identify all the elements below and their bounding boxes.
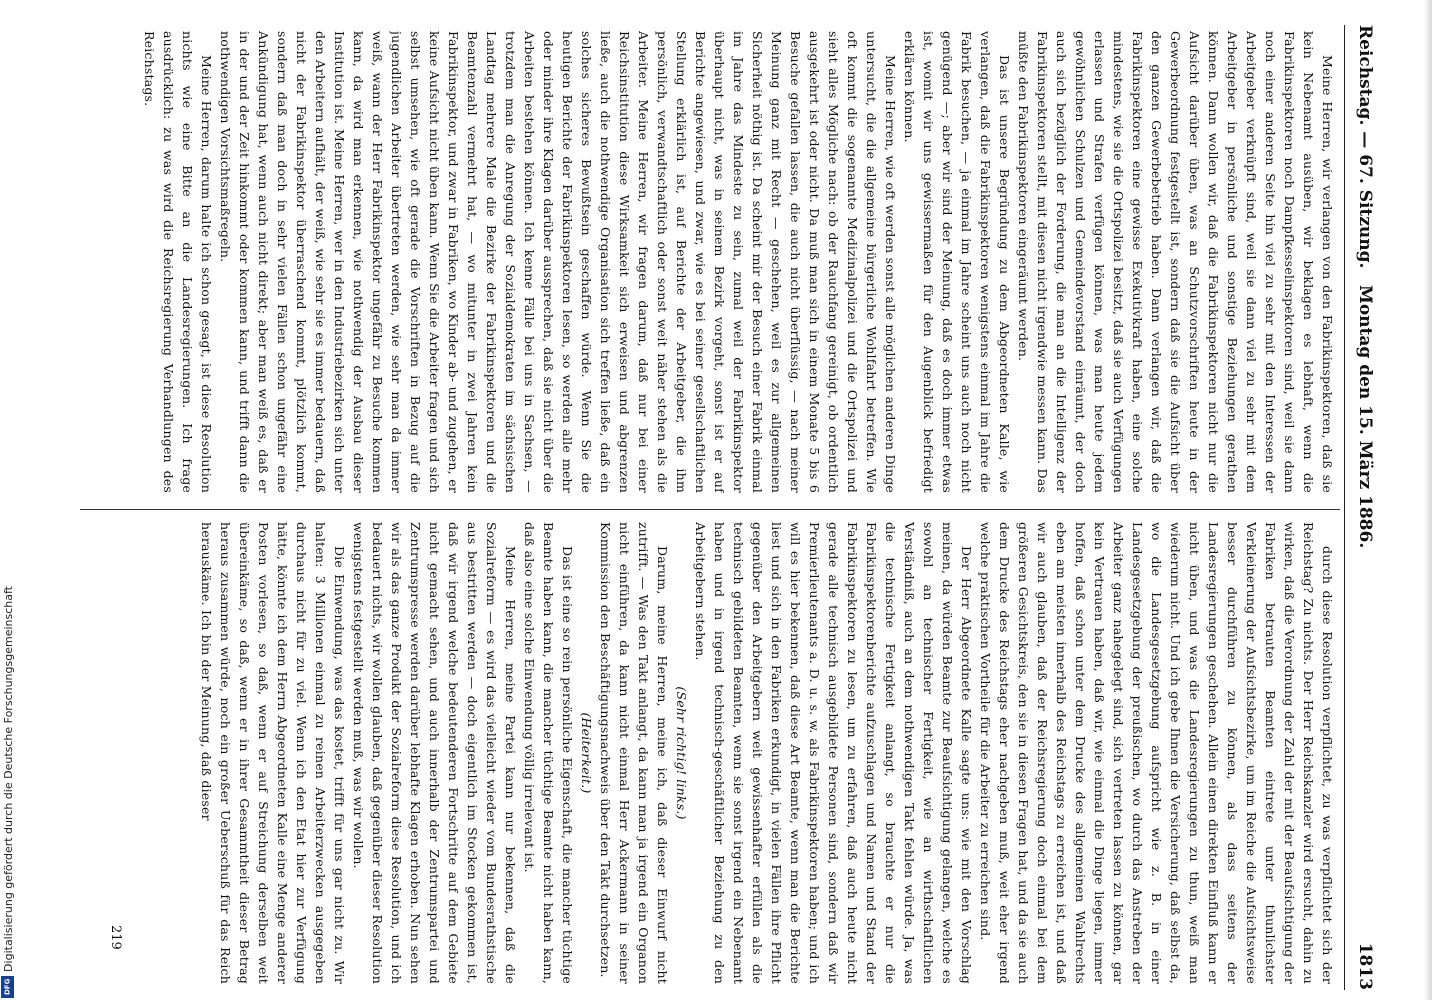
header-page-number: 1813 (1355, 942, 1375, 990)
interjection: (Heiterkeit.) (579, 712, 594, 794)
dfg-logo: DFG (1, 976, 14, 998)
column-divider (80, 509, 1340, 510)
header-session: Reichstag. — 67. Sitzung. (1355, 25, 1375, 269)
paragraph: Meine Herren, wie oft werden sonst alle möglichen anderen Dinge untersucht, die die allgemeine bürgerliche Wohlfahrt betreffen. Wie oft kommt die sogenannte Medizinalpolizei und die Ortspolizei und sieht alles Mögliche nach: ob der Rauchfang gereinigt, ob ordentlich ausgekehrt ist oder nicht. Da muß man sich in einem Monate 5 bis 6 Besuche gefallen lassen, die auch nicht überflüssig, — nach meiner Meinung ganz mit Recht — geschehen, weil es zur allgemeinen Sicherheit nöthig ist. Da scheint mir der Besuch einer Fabrik einmal im Jahre das Mindeste zu sein, zumal weil der Fabrikinspektor überhaupt nicht, was in seinem Bezirk vorgeht, sonst ist er auf Berichte angewiesen, und zwar, wie es bei seiner gesellschaftlichen Stellung erklärlich ist, auf Berichte der Arbeitgeber, die ihm persönlich, verwandtschaftlich oder sonst weit näher stehen als die Arbeiter. Meine Herren, wir fragen darum, daß nur bei einer Reichsinstitution diese Wirksamkeit sich erweisen und abgrenzen ließe, auch die nothwendige Organisation sich treffen ließe, daß ein solches sicheres Bewußtsein geschaffen würde. Wenn Sie die heutigen Berichte der Fabrikinspektoren lesen, so werden alle mehr oder minder ihre Klagen darüber aussprechen, daß sie nicht über die Arbeiten bestehen können. Ich kenne Fälle bei uns in Sachsen, — trotzdem man die Anregung der Sozialdemokraten im sächsischen Landtag mehrere Male die Bezirke der Fabrikinspektoren und die Beamtenzahl vermehrt hat, — wo mitunter in zwei Jahren kein Fabrikinspektor, und zwar in Fabriken, wo Kinder ab- und zugehen, er keine Aufsicht nicht üben kann. Wenn Sie die Arbeiter fragen und sich selbst umsehen, wie oft gerade die Vorschriften in Bezug auf die jugendlichen Arbeiter übertreten werden, wie sehr man da immer weiß, wann der Herr Fabrikinspektor ungefähr zu Besuche kommen kann, da wird man erkennen, wie nothwendig der Ausbau dieser Institution ist. Meine Herren, wer in den Industriebezirken sich unter den Arbeitern aufhält, der weiß, wie sehr sie es immer bedauern, daß nicht der Fabrikinspektor überraschend kommt, plötzlich kommt, sondern daß man doch in sehr vielen Fällen schon ungefähr eine Ankündigung hat, wenn auch nicht direkt; aber man weiß es, daß er in der und der Zeit hinkommt oder kommen kann, und trifft dann die nothwendigen Vorsichtsmaßregeln. (218, 31, 898, 493)
scanned-newspaper-page (75, 25, 1385, 990)
digitization-strip (0, 586, 16, 1000)
right-column (87, 522, 1337, 984)
page-header (1344, 25, 1375, 990)
paragraph: Meine Herren, darum halte ich schon gesagt, ist diese Resolution nichts wie eine Bitte an die Landesregierungen. Ich frage ausdrücklich: zu was wird die Reichsregierung Verhandlungen des Reichstags. (142, 31, 214, 493)
interjection: (Sehr richtig! links.) (674, 686, 689, 820)
paragraph: Das ist unsere Begründung zu dem Abgeordneten Kalle, wie verlangen, daß die Fabrikinspektoren wenigstens einmal im Jahre die Fabrik besuchen, — ja einmal im Jahre scheint uns auch noch nicht genügend —; aber wir sind der Meinung, daß es doch immer etwas ist, womit wir uns gewissermaßen für den Augenblick befriedigt erklären können. (902, 31, 1012, 493)
left-column (87, 31, 1337, 493)
header-date: Montag den 15. März 1886. (1355, 285, 1375, 549)
footer-page-number: 219 (108, 925, 123, 950)
paragraph: Die Einwendung, was das kostet, trifft für uns gar nicht zu. Wir halten: 3 Millionen einmal zu reinen Arbeiterzwecken ausgegeben durchaus nicht für zu viel. Wenn ich den Etat hier zur Verfügung hätte, könnte ich dem Herrn Abgeordneten Kalle eine Menge anderer Posten vorlesen, so daß, wenn er auf Streichung derselben weit übereinkäme, so daß, wenn er in ihrer Gesammtheit dieser Betrag heraus zusammen würde, noch ein großer Ueberschuß für das Reich herauskäme. Ich bin der Meinung, daß dieser (199, 522, 347, 984)
paragraph: Der Herr Abgeordnete Kalle sagte uns: wie mit den Vorschlag meinen, da würden Beamte zur Beaufsichtigung gelangen, welche es sowohl an technischer Fertigkeit, wie an wirthschaftlichen Verständniß, auch an dem nothwendigen Takt fehlen würde. Ja, was die technische Fertigkeit anlangt, so brauchte er nur die Fabrikinspektorenberichte aufzuschlagen und Namen und Stand der Fabrikinspektoren zu lesen, um zu erfahren, daß auch heute nicht gerade alle technisch ausgebildete Personen sind, sondern daß wir Premierlieutenants a. D. u. s. w. als Fabrikinspektoren haben; und ich will es hier bekennen, daß diese Art Beamte, wenn man die Berichte liest und sich in den Fabriken erkundigt, in vielen Fällen ihre Pflicht gegenüber den Arbeitgebern weit gewissenhafter erfüllen als die technisch gebildeten Beamten, wenn sie sonst irgend ein Nebenamt haben und in irgend technisch-geschäftlicher Beziehung zu den Arbeitgebern stehen. (693, 522, 974, 984)
paragraph: Meine Herren, wir verlangen von den Fabrikinspektoren, daß sie kein Nebenamt ausüben, wir beklagen es lebhaft, wenn die Fabrikinspektoren noch Dampfkesselinspektoren sind, weil sie dann noch einer anderen Seite hin viel zu sehr mit den Interessen der Arbeitgeber verknüpft sind, weil sie dann viel zu sehr mit dem Arbeitgeber in persönliche und sonstige Beziehungen gerathen können. Dann wollen wir, daß die Fabrikinspektoren nicht nur die Aufsicht darüber üben, was an Schutzvorschriften heute in der Gewerbeordnung festgestellt ist, sondern daß sie die Aufsicht über den ganzen Gewerbebetrieb haben. Dann verlangen wir, daß die Fabrikinspektoren eine gewisse Exekutivkraft haben, eine solche mindestens, wie sie die Ortspolizei besitzt, daß sie auch Verfügungen erlassen und Strafen verfügen können, was man heute jedem gewöhnlichen Schulzen und Gemeindevorstand einräumt, der doch auch sich bezüglich der Forderung, die man an die Intelligenz der Fabrikinspektoren stellt, mit diesen nicht irgendwie messen kann. Das müßte den Fabrikinspektoren eingeräumt werden. (1016, 31, 1335, 493)
paragraph: Meine Herren, meine Partei kann nur bekennen, daß die Sozialreform — es wird das vielleicht wieder vom Bundesrathstische aus bestritten werden — doch eigentlich im Stocken gekommen ist, daß wir irgend welche bedeutenderen Fortschritte auf dem Gebiete nicht gemacht sehen, und auch innerhalb der Zentrumspartei und Zentrumspresse werden darüber lebhafte Klagen erhoben. Nun sehen wir als das ganze Produkt der Sozialreform diese Resolution, und ich bedauert nichts, wir wollen glauben, daß gegenüber dieser Resolution wenigstens festgestellt werden muß, was wir wollen. (351, 522, 518, 984)
paragraph: Darum, meine Herren, meine ich, daß dieser Einwurf nicht zutrifft. — Was den Takt anlangt, da kann man ja irgend ein Organon nicht einführen, da kann nicht einmal Herr Ackermann in seiner Kommission den Beschäftigungsnachweis über den Takt durchsetzen. (598, 522, 670, 984)
paragraph: durch diese Resolution verpflichtet, zu was verpflichtet sich der Reichstag? Zu nichts. Der Herr Reichskanzler wird ersucht, dahin zu wirken, daß die Verordnung der Zahl der mit der Beaufsichtigung der Fabriken betrauten Beamten eintrete unter thunlichster Verkleinerung der Aufsichtsbezirke, um im Reiche die Aufsichtsweise besser durchführen zu können, als dass seitens der Landesregierungen geschehen. Allein einen direkten Einfluß kann er nicht üben, und was die Landesregierungen zu thun, weiß man wiederum nicht. Und ich gebe Ihnen die Versicherung, daß selbst da, wo die Landesgesetzgebung aufspricht wie z. B. in einer Landesgesetzgebung der preußischen, wo durch das Anstreben der Arbeiter ganz nahegelegt sind, sich vertreten lassen zu können, gar kein Vertrauen haben, daß wir, wie einmal die Dinge liegen, immer hoffen, daß schon unter dem Drucke des allgemeinen Wahlrechts eben am meisten innerhalb des Reichstags zu erreichen ist, und daß wir auch glauben, daß der Reichsregierung doch einmal bei dem größeren Gesichtskreis, den sie in diesen Fragen hat, und da sie auch dem Drucke des Reichstags eher nachgeben muß, weit eher irgend welche praktischen Vortheile für die Arbeiter zu erreichen sind. (978, 522, 1335, 984)
scan-edge-shadow (1424, 0, 1432, 1000)
paragraph: Das ist eine so rein persönliche Eigenschaft, die mancher tüchtige Beamte haben kann, die mancher tüchtige Beamte nicht haben kann, daß also eine solche Einwendung völlig irrelevant ist. (522, 522, 575, 984)
digitization-credit: Digitalisierung gefördert durch die Deutsche Forschungsgemeinschaft (2, 586, 15, 972)
